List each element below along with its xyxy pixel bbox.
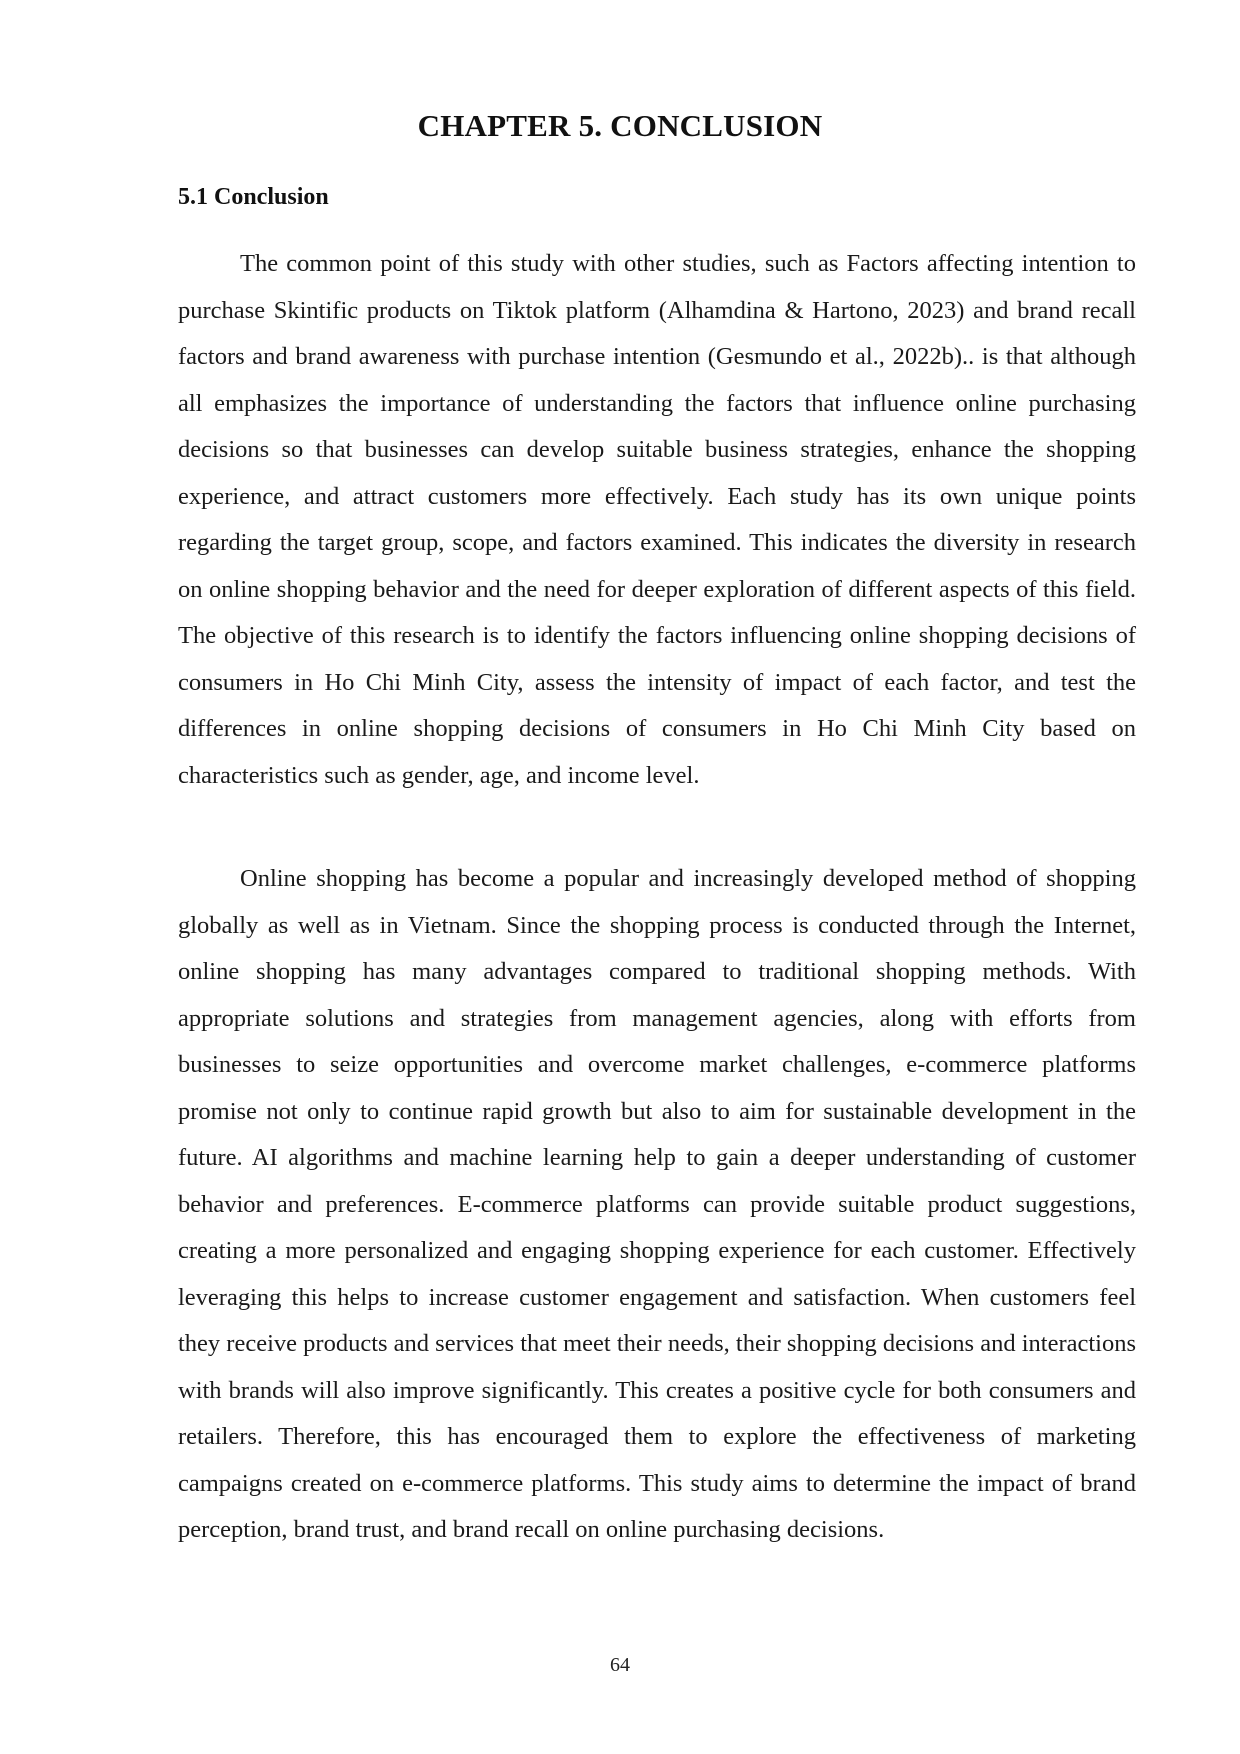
body-paragraph: The common point of this study with other studies, such as Factors affecting intention to purchase Skintific products on Tiktok platform (Alhamdina & Hartono, 2023) and brand recall factors and brand awareness with purchase intention (Gesmundo et al., 2022b).. is that although all emphasizes the importance of understanding the factors that influence online purchasing decisions so that businesses can develop suitable business strategies, enhance the shopping experience, and attract customers more effectively. Each study has its own unique points regarding the target group, scope, and factors examined. This indicates the diversity in research on online shopping behavior and the need for deeper exploration of different aspects of this field. The objective of this research is to identify the factors influencing online shopping decisions of consumers in Ho Chi Minh City, assess the intensity of impact of each factor, and test the differences in online shopping decisions of consumers in Ho Chi Minh City based on characteristics such as gender, age, and income level. [178, 250, 1136, 789]
page-number: 64 [610, 1654, 630, 1676]
section-heading: 5.1 Conclusion [178, 184, 329, 210]
body-paragraph: Online shopping has become a popular and increasingly developed method of shopping globally as well as in Vietnam. Since the shopping process is conducted through the Internet, online shopping has many advantages compared to traditional shopping methods. With appropriate solutions and strategies from management agencies, along with efforts from businesses to seize opportunities and overcome market challenges, e-commerce platforms promise not only to continue rapid growth but also to aim for sustainable development in the future. AI algorithms and machine learning help to gain a deeper understanding of customer behavior and preferences. E-commerce platforms can provide suitable product suggestions, creating a more personalized and engaging shopping experience for each customer. Effectively leveraging this helps to increase customer engagement and satisfaction. When customers feel they receive products and services that meet their needs, their shopping decisions and interactions with brands will also improve significantly. This creates a positive cycle for both consumers and retailers. Therefore, this has encouraged them to explore the effectiveness of marketing campaigns created on e-commerce platforms. This study aims to determine the impact of brand perception, brand trust, and brand recall on online purchasing decisions. [178, 865, 1136, 1543]
chapter-title: CHAPTER 5. CONCLUSION [417, 108, 823, 143]
